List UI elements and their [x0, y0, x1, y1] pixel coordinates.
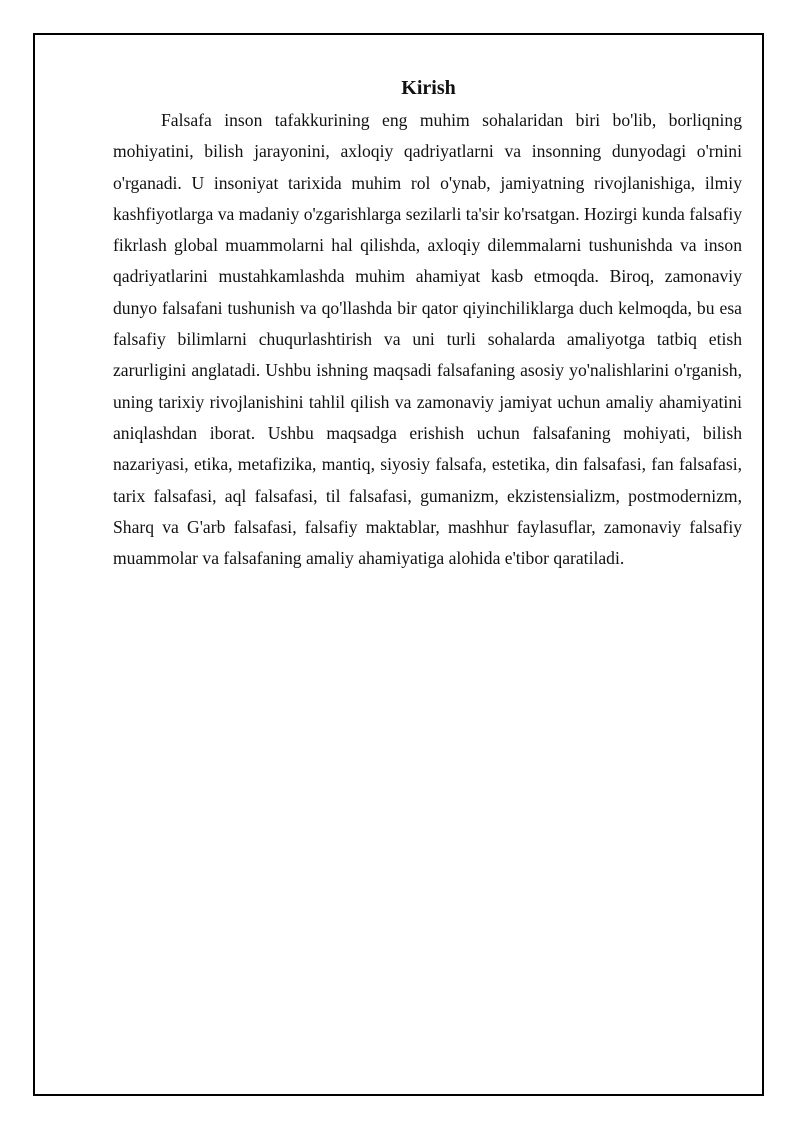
- page-content: [113, 74, 742, 574]
- body-paragraph: Falsafa inson tafakkurining eng muhim sohalaridan biri bo'lib, borliqning mohiyatini, bilish jarayonini, axloqiy qadriyatlarni va insonning dunyodagi o'rnini o'rganadi. U insoniyat tarixida muhim rol o'ynab, jamiyatning rivojlanishiga, ilmiy kashfiyotlarga va madaniy o'zgarishlarga sezilarli ta'sir ko'rsatgan. Hozirgi kunda falsafiy fikrlash global muammolarni hal qilishda, axloqiy dilemmalarni tushunishda va inson qadriyatlarini mustahkamlashda muhim ahamiyat kasb etmoqda. Biroq, zamonaviy dunyo falsafani tushunish va qo'llashda bir qator qiyinchiliklarga duch kelmoqda, bu esa falsafiy bilimlarni chuqurlashtirish va uni turli sohalarda amaliyotga tatbiq etish zarurligini anglatadi. Ushbu ishning maqsadi falsafaning asosiy yo'nalishlarini o'rganish, uning tarixiy rivojlanishini tahlil qilish va zamonaviy jamiyat uchun amaliy ahamiyatini aniqlashdan iborat. Ushbu maqsadga erishish uchun falsafaning mohiyati, bilish nazariyasi, etika, metafizika, mantiq, siyosiy falsafa, estetika, din falsafasi, fan falsafasi, tarix falsafasi, aql falsafasi, til falsafasi, gumanizm, ekzistensializm, postmodernizm, Sharq va G'arb falsafasi, falsafiy maktablar, mashhur faylasuflar, zamonaviy falsafiy muammolar va falsafaning amaliy ahamiyatiga alohida e'tibor qaratiladi.: [113, 110, 743, 569]
- section-heading: Kirish: [401, 77, 456, 99]
